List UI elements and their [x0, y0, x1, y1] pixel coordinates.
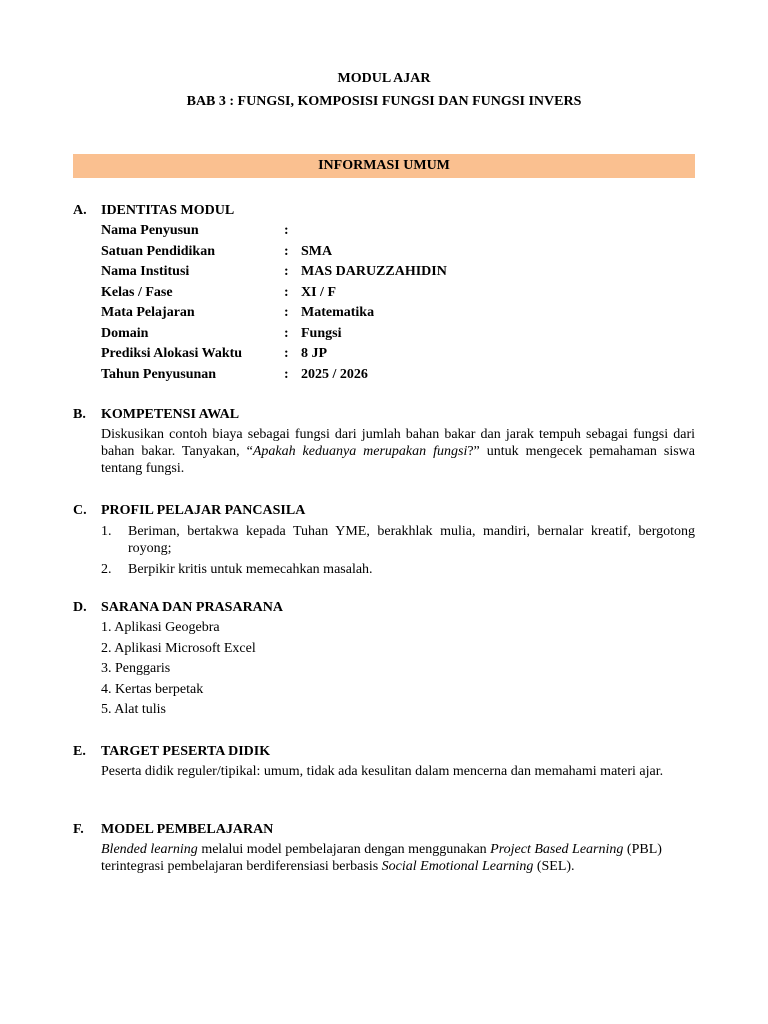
document-title: MODUL AJAR	[337, 71, 431, 86]
section-letter: F.	[73, 822, 84, 837]
identity-value: XI / F	[301, 284, 336, 300]
list-text: Berpikir kritis untuk memecahkan masalah.	[128, 562, 373, 577]
identity-row-satuan-pendidikan	[101, 242, 695, 263]
identity-label: Mata Pelajaran	[101, 305, 195, 320]
identity-colon: :	[284, 325, 289, 341]
section-letter: B.	[73, 407, 86, 422]
section-title: KOMPETENSI AWAL	[101, 407, 240, 422]
identity-value: 2025 / 2026	[301, 366, 368, 382]
list-number: 1.	[101, 524, 112, 539]
list-item	[101, 561, 695, 578]
identity-label: Prediksi Alokasi Waktu	[101, 346, 243, 361]
paragraph-text: melalui model pembelajaran dengan menggunakan	[197, 842, 491, 857]
section-title: IDENTITAS MODUL	[101, 203, 235, 218]
section-target-peserta-didik	[73, 742, 695, 780]
model-paragraph	[101, 841, 695, 875]
section-title: MODEL PEMBELAJARAN	[101, 822, 274, 837]
identity-row-kelas-fase	[101, 283, 695, 304]
identity-row-nama-institusi	[101, 262, 695, 283]
identity-colon: :	[284, 305, 289, 320]
list-item: 4. Kertas berpetak	[101, 681, 204, 697]
kompetensi-paragraph	[101, 426, 695, 477]
paragraph-italic-term: Blended learning	[101, 842, 198, 857]
list-item: 3. Penggaris	[101, 661, 171, 676]
identity-colon: :	[284, 284, 289, 300]
section-heading	[73, 405, 695, 425]
identity-colon: :	[284, 264, 289, 279]
paragraph-text: (SEL).	[533, 859, 575, 874]
identity-label: Nama Penyusun	[101, 223, 199, 238]
identity-colon: :	[284, 223, 289, 238]
sarana-list	[101, 618, 695, 721]
paragraph-text: (PBL) terintegrasi pembelajaran berdiferensiasi berbasis	[101, 842, 662, 874]
identity-value: Fungsi	[301, 325, 342, 341]
section-letter: E.	[73, 744, 86, 759]
section-heading	[73, 598, 695, 618]
target-paragraph: Peserta didik reguler/tipikal: umum, tidak ada kesulitan dalam mencerna dan memahami materi ajar.	[101, 764, 664, 779]
profil-list	[101, 523, 695, 578]
section-heading	[73, 820, 695, 840]
list-item: 1. Aplikasi Geogebra	[101, 620, 220, 635]
paragraph-italic-term: Project Based Learning	[490, 842, 624, 857]
identity-table	[101, 221, 695, 385]
section-profil-pelajar-pancasila	[73, 501, 695, 578]
identity-row-domain	[101, 324, 695, 345]
list-item: 5. Alat tulis	[101, 702, 166, 717]
list-number: 2.	[101, 562, 112, 577]
section-letter: A.	[73, 203, 87, 218]
identity-colon: :	[284, 243, 289, 259]
section-heading	[73, 501, 695, 521]
section-identitas-modul	[73, 201, 695, 385]
section-letter: C.	[73, 503, 87, 518]
section-heading	[73, 742, 695, 762]
identity-row-alokasi-waktu	[101, 344, 695, 365]
paragraph-text: Diskusikan contoh biaya sebagai fungsi dari jumlah bahan bakar dan jarak tempuh sebagai fungsi dari bahan bakar. Tanyakan, “	[101, 427, 695, 459]
list-item	[101, 523, 695, 557]
section-title: TARGET PESERTA DIDIK	[101, 744, 271, 759]
identity-row-nama-penyusun	[101, 221, 695, 242]
info-banner: INFORMASI UMUM	[73, 154, 695, 178]
section-sarana-prasarana	[73, 598, 695, 721]
identity-value: Matematika	[301, 305, 375, 320]
paragraph-italic-question: Apakah keduanya merupakan fungsi	[252, 444, 468, 459]
identity-label: Nama Institusi	[101, 264, 190, 279]
paragraph-italic-term: Social Emotional Learning	[381, 859, 534, 874]
section-letter: D.	[73, 600, 87, 615]
identity-value: 8 JP	[301, 346, 328, 361]
identity-colon: :	[284, 366, 289, 382]
document-subtitle: BAB 3 : FUNGSI, KOMPOSISI FUNGSI DAN FUNGSI INVERS	[186, 94, 582, 109]
section-title: PROFIL PELAJAR PANCASILA	[101, 503, 306, 518]
section-kompetensi-awal	[73, 405, 695, 477]
section-model-pembelajaran	[73, 820, 695, 875]
identity-label: Kelas / Fase	[101, 284, 173, 300]
identity-label: Satuan Pendidikan	[101, 243, 215, 259]
list-item: 2. Aplikasi Microsoft Excel	[101, 640, 256, 656]
identity-row-tahun-penyusunan	[101, 365, 695, 386]
identity-colon: :	[284, 346, 289, 361]
list-text: Beriman, bertakwa kepada Tuhan YME, berakhlak mulia, mandiri, bernalar kreatif, bergotong royong;	[128, 524, 695, 556]
identity-value: SMA	[301, 243, 333, 259]
section-title: SARANA DAN PRASARANA	[101, 600, 284, 615]
identity-value: MAS DARUZZAHIDIN	[301, 264, 447, 279]
identity-row-mata-pelajaran	[101, 303, 695, 324]
section-heading	[73, 201, 695, 221]
identity-label: Domain	[101, 325, 149, 341]
identity-label: Tahun Penyusunan	[101, 366, 217, 382]
paragraph-text: ?” untuk mengecek pemahaman siswa tentang fungsi.	[101, 444, 696, 476]
